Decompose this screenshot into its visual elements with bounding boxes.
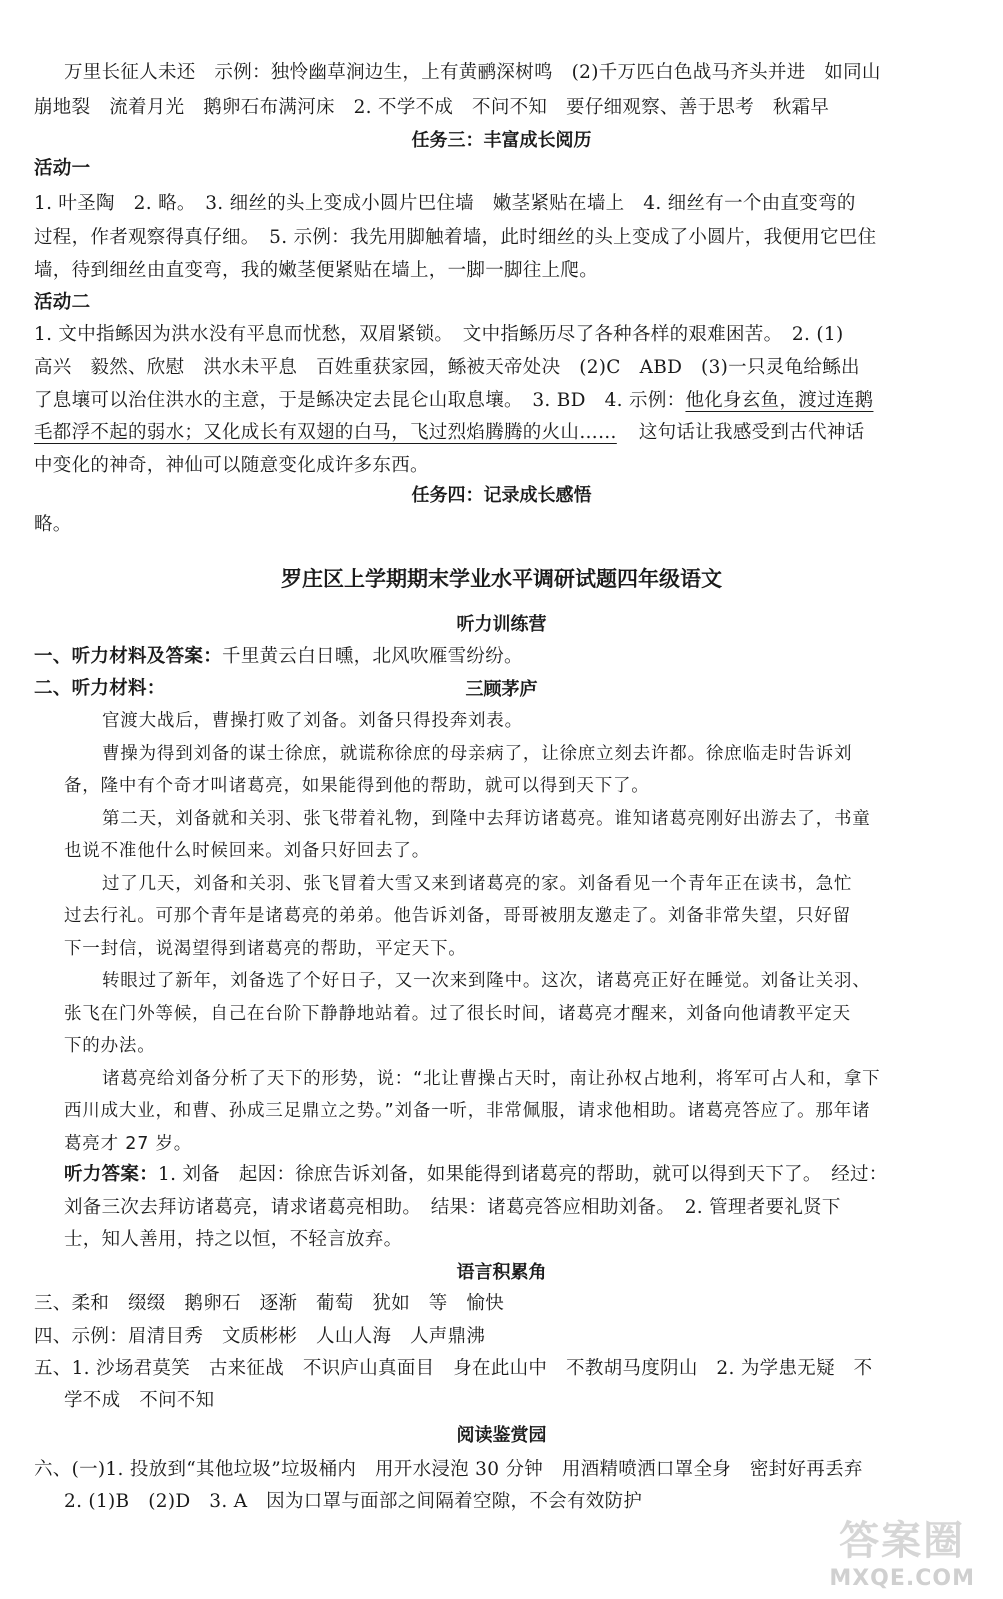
story-line: 过了几天，刘备和关羽、张飞冒着大雪又来到诸葛亮的家。刘备看见一个青年正在读书，急忙 bbox=[102, 874, 853, 894]
text-line: 四、示例：眉清目秀 文质彬彬 人山人海 人声鼎沸 bbox=[34, 1326, 486, 1347]
text-line: 2. (1)B (2)D 3. A 因为口罩与面部之间隔着空隙，不会有效防护 bbox=[64, 1491, 643, 1512]
text-line: 高兴 毅然、欣慰 洪水未平息 百姓重获家园，鲧被天帝处决 (2)C ABD (3)一只灵龟给鲧出 bbox=[34, 357, 860, 378]
watermark bbox=[829, 1509, 975, 1591]
story-line: 过去行礼。可那个青年是诸葛亮的弟弟。他告诉刘备，哥哥被朋友邀走了。刘备非常失望，只好留 bbox=[64, 906, 851, 926]
question-label: 一、听力材料及答案： bbox=[34, 646, 223, 667]
text-line: 1. 文中指鲧因为洪水没有平息而忧愁，双眉紧锁。 文中指鲧历尽了各种各样的艰难困苦。 2. (1) bbox=[34, 324, 844, 345]
activity2-label: 活动二 bbox=[34, 292, 91, 313]
story-line: 张飞在门外等候，自己在台阶下静静地站着。过了很长时间，诸葛亮才醒来，刘备向他请教平定天 bbox=[64, 1004, 851, 1024]
text-line bbox=[34, 421, 970, 445]
text-line bbox=[34, 645, 970, 669]
story-line: 转眼过了新年，刘备选了个好日子，又一次来到隆中。这次，诸葛亮正好在睡觉。刘备让关羽、 bbox=[102, 971, 871, 991]
exam-title: 罗庄区上学期期末学业水平调研试题四年级语文 bbox=[281, 567, 722, 591]
story-line: 官渡大战后，曹操打败了刘备。刘备只得投奔刘表。 bbox=[102, 711, 523, 731]
text-segment: 千里黄云白日曛，北风吹雁雪纷纷。 bbox=[222, 646, 523, 667]
text-line bbox=[64, 1163, 970, 1187]
text-line: 墙，待到细丝由直变弯，我的嫩茎便紧贴在墙上，一脚一脚往上爬。 bbox=[34, 260, 599, 281]
text-line: 三、柔和 缀缀 鹅卵石 逐渐 葡萄 犹如 等 愉快 bbox=[34, 1293, 505, 1314]
answer-label: 听力答案： bbox=[64, 1164, 159, 1185]
task4-heading: 任务四：记录成长感悟 bbox=[411, 485, 592, 506]
text-line: 过程，作者观察得真仔细。 5. 示例：我先用脚触着墙，此时细丝的头上变成了小圆片，我便用它巴住 bbox=[34, 227, 877, 248]
text-line: 学不成 不问不知 bbox=[64, 1390, 215, 1411]
text-line: 六、(一)1. 投放到“其他垃圾”垃圾桶内 用开水浸泡 30 分钟 用酒精喷洒口罩全身 密封好再丢弃 bbox=[34, 1459, 863, 1480]
text-line: 中变化的神奇，神仙可以随意变化成许多东西。 bbox=[34, 455, 429, 476]
text-segment: 这句话让我感受到古代神话 bbox=[638, 422, 865, 443]
story-line: 下一封信，说渴望得到诸葛亮的帮助，平定天下。 bbox=[64, 939, 467, 959]
underlined-text: 毛都浮不起的弱水；又化成长有双翅的白马，飞过烈焰腾腾的火山…… bbox=[34, 422, 617, 443]
text-segment: 了息壤可以治住洪水的主意，于是鲧决定去昆仑山取息壤。 3. BD 4. 示例： bbox=[34, 390, 686, 411]
text-line: 五、1. 沙场君莫笑 古来征战 不识庐山真面目 身在此山中 不教胡马度阴山 2. 为学患无疑 不 bbox=[34, 1358, 873, 1379]
underlined-text: 他化身玄鱼，渡过连鹅 bbox=[685, 390, 874, 411]
story-line: 第二天，刘备就和关羽、张飞带着礼物，到隆中去拜访诸葛亮。谁知诸葛亮刚好出游去了，书童 bbox=[102, 809, 871, 829]
section-heading: 阅读鉴赏园 bbox=[456, 1425, 547, 1446]
task3-heading: 任务三：丰富成长阅历 bbox=[411, 130, 592, 151]
text-line: 略。 bbox=[34, 514, 72, 535]
story-line: 备，隆中有个奇才叫诸葛亮，如果能得到他的帮助，就可以得到天下了。 bbox=[64, 776, 650, 796]
text-line: 士，知人善用，持之以恒，不轻言放弃。 bbox=[64, 1229, 403, 1250]
text-line: 万里长征人未还 示例：独怜幽草涧边生，上有黄鹂深树鸣 (2)千万匹白色战马齐头并进 如同山 bbox=[64, 62, 881, 83]
watermark-url: MXQE.COM bbox=[829, 1566, 975, 1591]
story-line: 曹操为得到刘备的谋士徐庶，就谎称徐庶的母亲病了，让徐庶立刻去许都。徐庶临走时告诉刘 bbox=[102, 744, 853, 764]
story-line: 也说不准他什么时候回来。刘备只好回去了。 bbox=[64, 841, 430, 861]
section-heading: 听力训练营 bbox=[456, 614, 547, 635]
question-label: 二、听力材料： bbox=[34, 678, 166, 699]
activity1-label: 活动一 bbox=[34, 158, 91, 179]
text-line: 1. 叶圣陶 2. 略。 3. 细丝的头上变成小圆片巴住墙 嫩茎紧贴在墙上 4. 细丝有一个由直变弯的 bbox=[34, 193, 856, 214]
story-line: 西川成大业，和曹、孙成三足鼎立之势。”刘备一听，非常佩服，请求他相助。诸葛亮答应了。那年诸 bbox=[64, 1101, 871, 1121]
story-line: 葛亮才 27 岁。 bbox=[64, 1134, 193, 1154]
text-line bbox=[34, 389, 970, 413]
text-line: 崩地裂 流着月光 鹅卵石布满河床 2. 不学不成 不问不知 要仔细观察、善于思考 秋霜早 bbox=[34, 97, 830, 118]
text-segment: 1. 刘备 起因：徐庶告诉刘备，如果能得到诸葛亮的帮助，就可以得到天下了。 经过： bbox=[158, 1164, 888, 1185]
story-title: 三顾茅庐 bbox=[465, 679, 538, 700]
text-line: 刘备三次去拜访诸葛亮，请求诸葛亮相助。 结果：诸葛亮答应相助刘备。 2. 管理者要礼贤下 bbox=[64, 1197, 841, 1218]
story-line: 下的办法。 bbox=[64, 1036, 156, 1056]
story-line: 诸葛亮给刘备分析了天下的形势，说：“北让曹操占天时，南让孙权占地利，将军可占人和，拿下 bbox=[102, 1069, 881, 1089]
watermark-logo: 答案圈 bbox=[839, 1518, 966, 1564]
section-heading: 语言积累角 bbox=[456, 1262, 547, 1283]
